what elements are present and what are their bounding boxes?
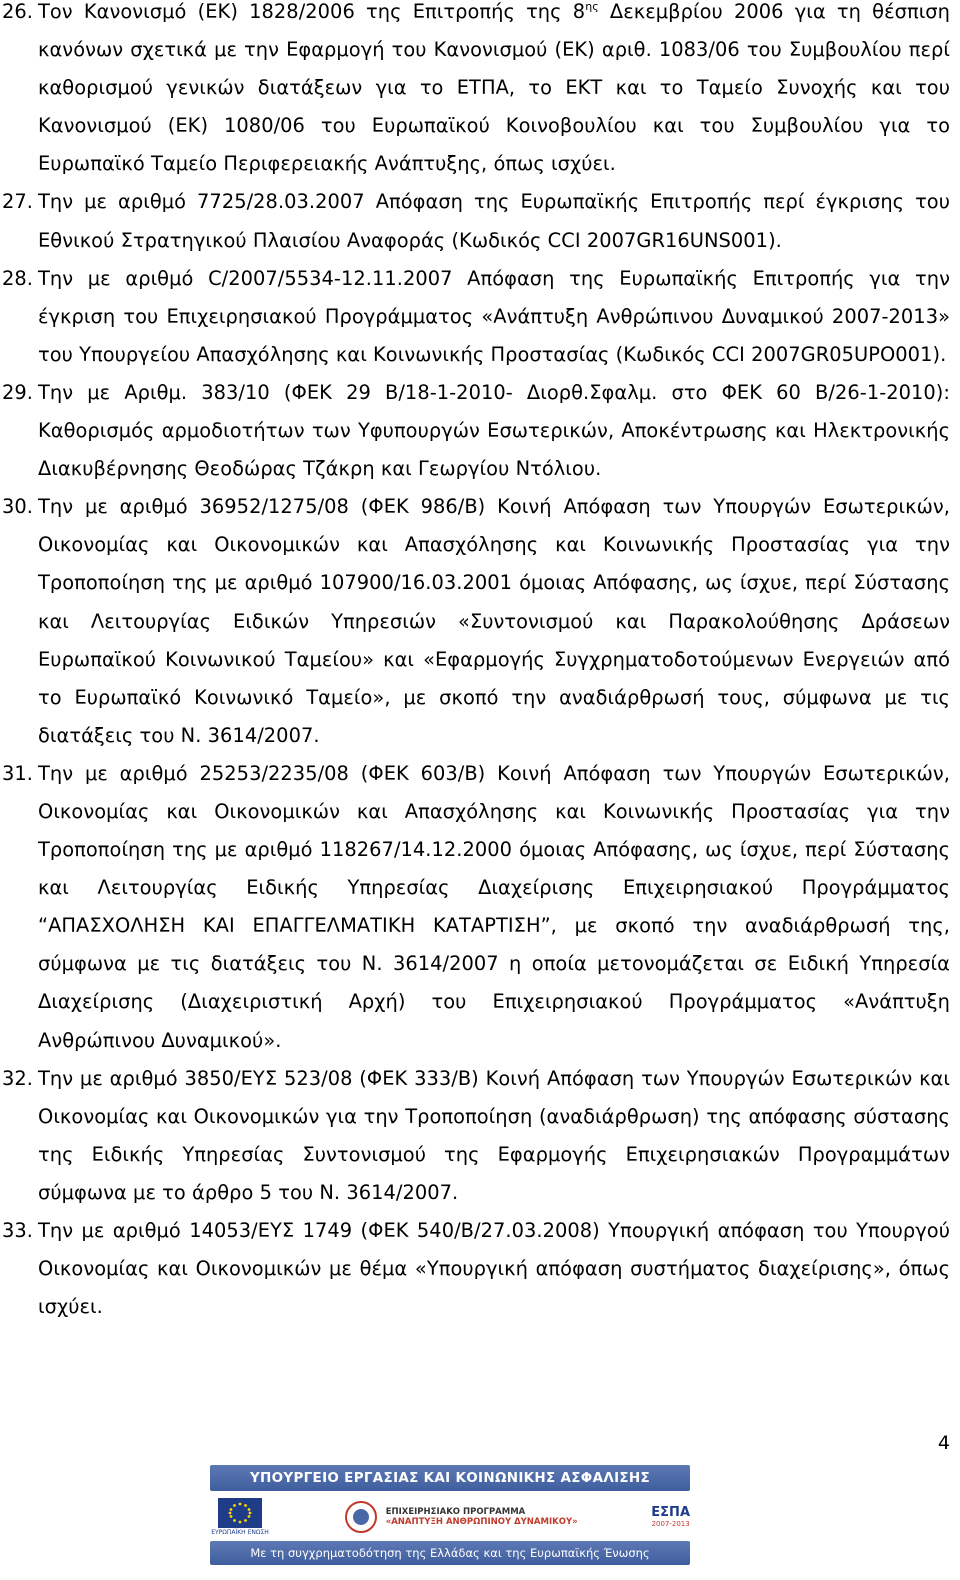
item-number: 27.: [2, 190, 33, 214]
footer-logos: [210, 1495, 690, 1539]
item-number: 32.: [2, 1066, 33, 1090]
item-text: Την με αριθμό 25253/2235/08 (ΦΕΚ 603/Β) Κοινή Απόφαση των Υπουργών Εσωτερικών, Οικονομίας και Οικονομικών και Απασχόλησης και Κοινωνικής Προστασίας για την Τροποποίηση της με αριθμό 118267/14.12.2000 όμοιας Απόφασης, ως ίσχυε, περί Σύστασης και Λειτουργίας Ειδικής Υπηρεσίας Διαχείρισης Επιχειρησιακού Προγράμματος “ΑΠΑΣΧΟΛΗΣΗ ΚΑΙ ΕΠΑΓΓΕΛΜΑΤΙΚΗ ΚΑΤΑΡΤΙΣΗ”, με σκοπό την αναδιάρθρωσή της, σύμφωνα με τις διατάξεις του Ν. 3614/2007 η οποία μετονομάζεται σε Ειδική Υπηρεσία Διαχείρισης (Διαχειριστική Αρχή) του Επιχειρησιακού Προγράμματος «Ανάπτυξη Ανθρώπινου Δυναμικού».: [38, 761, 950, 1052]
item-number: 31.: [2, 761, 33, 785]
espa-label: ΕΣΠΑ: [651, 1505, 690, 1520]
item-text: Τον Κανονισμό (ΕΚ) 1828/2006 της Επιτροπής της $8^{\eta\varsigma}$ Δεκεμβρίου 2006 για τη θέσπιση κανόνων σχετικά με την Εφαρμογή του Κανονισμού (ΕΚ) αριθ. 1083/06 του Συμβουλίου περί καθορισμού γενικών διατάξεων για το ΕΤΠΑ, το ΕΚΤ και το Ταμείο Συνοχής και του Κανονισμού (ΕΚ) 1080/06 του Ευρωπαϊκού Κοινοβουλίου και του Συμβουλίου για το Ευρωπαϊκό Ταμείο Περιφερειακής Ανάπτυξης, όπως ισχύει.: [38, 0, 950, 176]
program-emblem-icon: [344, 1500, 378, 1534]
item-text: Την με Αριθμ. 383/10 (ΦΕΚ 29 Β/18-1-2010- Διορθ.Σφαλμ. στο ΦΕΚ 60 Β/26-1-2010): Καθορισμός αρμοδιοτήτων των Υφυπουργών Εσωτερικών, Αποκέντρωσης και Ηλεκτρονικής Διακυβέρνησης Θεοδώρας Τζάκρη και Γεωργίου Ντόλιου.: [38, 380, 950, 481]
list-item: [0, 1212, 960, 1326]
item-text: Την με αριθμό 7725/28.03.2007 Απόφαση της Ευρωπαϊκής Επιτροπής περί έγκρισης του Εθνικού Στρατηγικού Πλαισίου Αναφοράς (Κωδικός CCI 2007GR16UNS001).: [38, 190, 950, 252]
eu-label: ΕΥΡΩΠΑΪΚΗ ΕΝΩΣΗ: [211, 1529, 269, 1536]
item-number: 26.: [2, 0, 33, 23]
item-text: Την με αριθμό 14053/ΕΥΣ 1749 (ΦΕΚ 540/Β/27.03.2008) Υπουργική απόφαση του Υπουργού Οικονομίας και Οικονομικών με θέμα «Υπουργική απόφαση συστήματος διαχείρισης», όπως ισχύει.: [38, 1219, 950, 1319]
list-item: [0, 755, 960, 1060]
espa-logo: [651, 1506, 690, 1528]
program-name: ΕΠΙΧΕΙΡΗΣΙΑΚΟ ΠΡΟΓΡΑΜΜΑ «ΑΝΑΠΤΥΞΗ ΑΝΘΡΩΠΙΝΟΥ ΔΥΝΑΜΙΚΟΥ»: [385, 1507, 578, 1527]
espa-years: 2007-2013: [651, 1520, 690, 1528]
eu-flag-logo: [210, 1498, 270, 1536]
ministry-name: ΥΠΟΥΡΓΕΙΟ ΕΡΓΑΣΙΑΣ ΚΑΙ ΚΟΙΝΩΝΙΚΗΣ ΑΣΦΑΛΙΣΗΣ: [249, 1470, 651, 1486]
list-item: [0, 183, 960, 259]
page-number: 4: [937, 1432, 950, 1454]
item-text: Την με αριθμό C/2007/5534-12.11.2007 Απόφαση της Ευρωπαϊκής Επιτροπής για την έγκριση του Επιχειρησιακού Προγράμματος «Ανάπτυξη Ανθρώπινου Δυναμικού 2007-2013» του Υπουργείου Απασχόλησης και Κοινωνικής Προστασίας (Κωδικός CCI 2007GR05UPO001).: [38, 266, 950, 366]
item-text: Την με αριθμό 3850/ΕΥΣ 523/08 (ΦΕΚ 333/Β) Κοινή Απόφαση των Υπουργών Εσωτερικών και Οικονομίας και Οικονομικών για την Τροποποίηση (αναδιάρθρωση) της απόφασης σύστασης της Ειδικής Υπηρεσίας Συντονισμού της Εφαρμογής Επιχειρησιακών Προγραμμάτων σύμφωνα με το άρθρο 5 του Ν. 3614/2007.: [38, 1066, 950, 1204]
list-item: [0, 0, 960, 183]
item-text: Την με αριθμό 36952/1275/08 (ΦΕΚ 986/Β) Κοινή Απόφαση των Υπουργών Εσωτερικών, Οικονομίας και Οικονομικών και Απασχόλησης και Κοινωνικής Προστασίας για την Τροποποίηση της με αριθμό 107900/16.03.2001 όμοιας Απόφασης, ως ίσχυε, περί Σύστασης και Λειτουργίας Ειδικών Υπηρεσιών «Συντονισμού και Παρακολούθησης Δράσεων Ευρωπαϊκού Κοινωνικού Ταμείου» και «Εφαρμογής Συγχρηματοδοτούμενων Ενεργειών από το Ευρωπαϊκό Κοινωνικό Ταμείο», με σκοπό την αναδιάρθρωσή τους, σύμφωνα με τις διατάξεις του Ν. 3614/2007.: [38, 495, 950, 747]
program-logo: [344, 1500, 578, 1534]
list-item: [0, 374, 960, 488]
cofinance-bar: [210, 1541, 690, 1565]
list-item: [0, 260, 960, 374]
item-number: 30.: [2, 495, 33, 519]
cofinance-text: Με τη συγχρηματοδότηση της Ελλάδας και της Ευρωπαϊκής Ένωσης: [250, 1546, 650, 1560]
item-number: 28.: [2, 266, 33, 290]
list-item: [0, 488, 960, 755]
eu-flag-icon: [218, 1498, 262, 1528]
item-number: 29.: [2, 380, 33, 404]
item-number: 33.: [2, 1219, 33, 1242]
list-item: [0, 1060, 960, 1212]
ministry-banner: [210, 1465, 690, 1491]
